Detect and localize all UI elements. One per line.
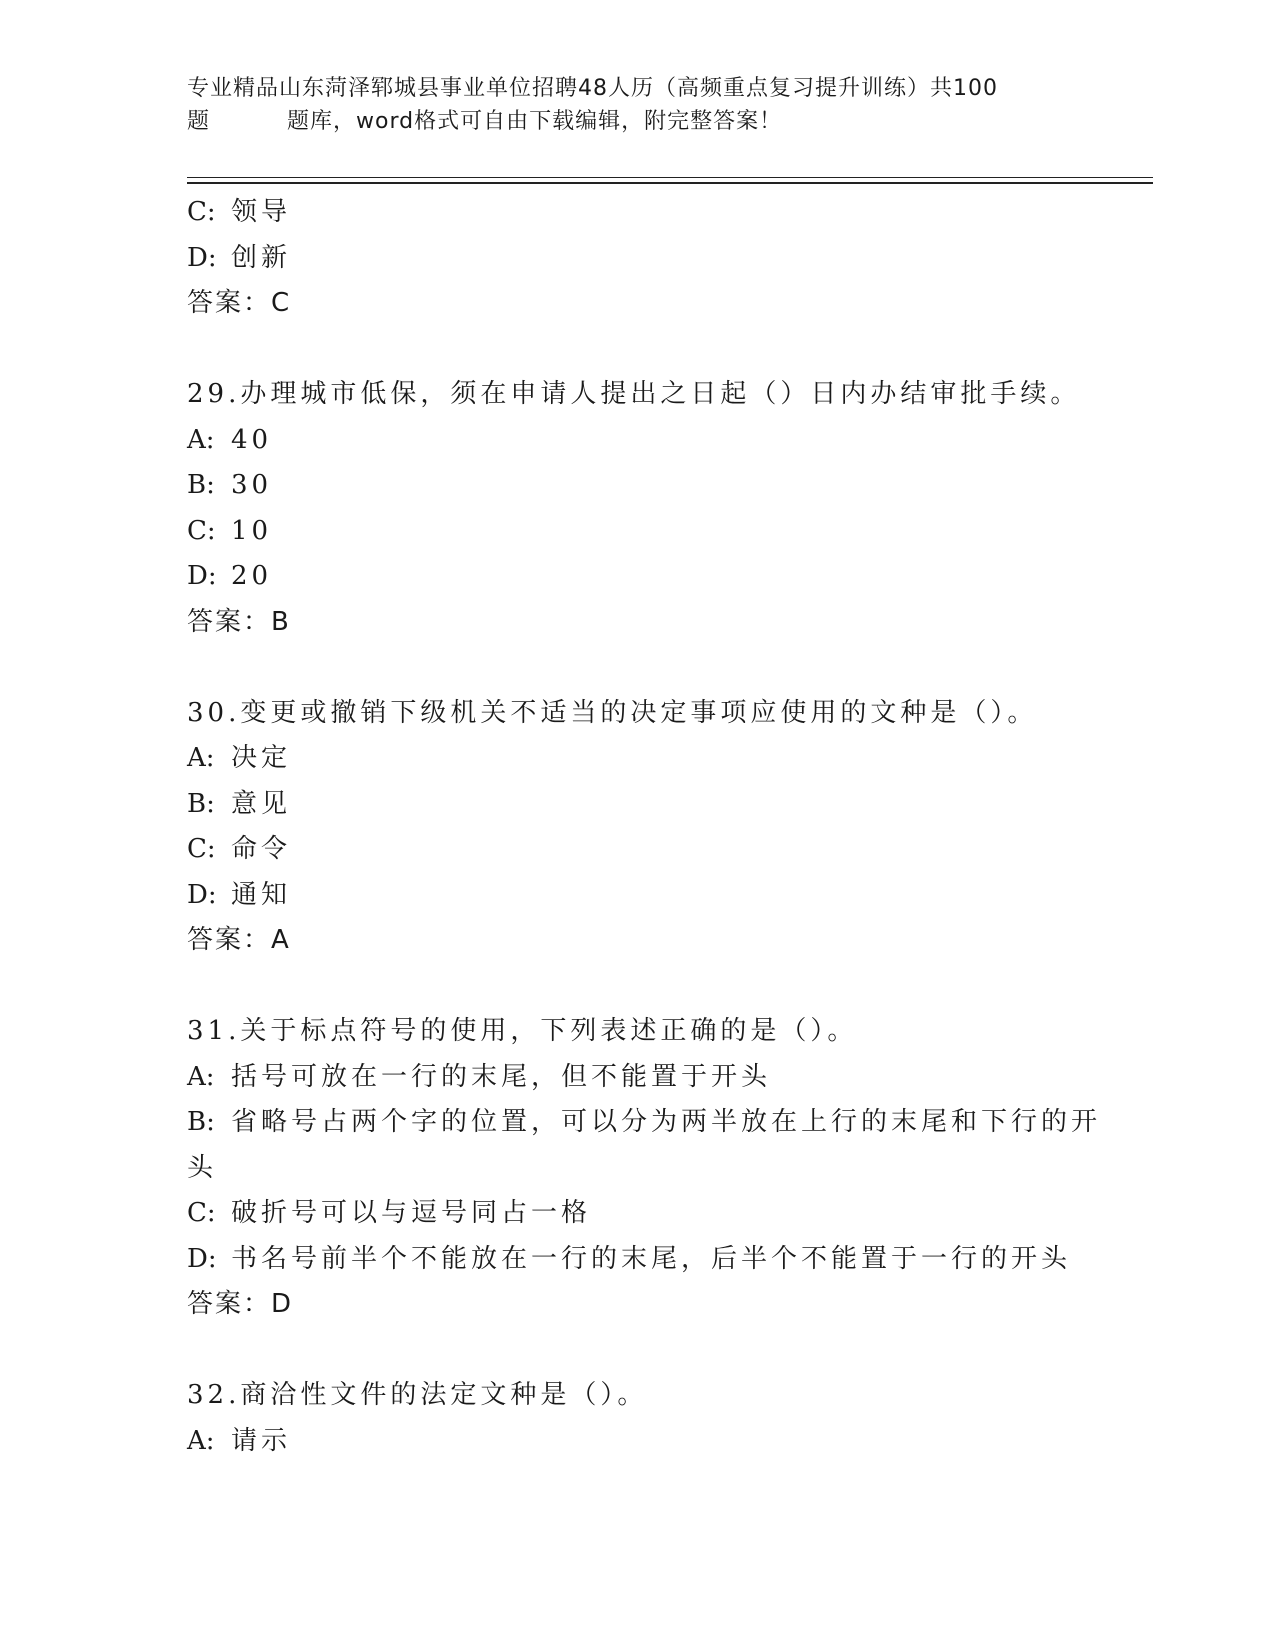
- option-label: C:: [187, 834, 216, 864]
- header-divider-thick: [187, 182, 1153, 184]
- option-line: [187, 418, 1087, 464]
- option-line: [187, 190, 1087, 236]
- option-text: 破折号可以与逗号同占一格: [231, 1198, 592, 1228]
- answer-line: 答案：A: [187, 925, 291, 955]
- header-title-line2: [187, 105, 1087, 138]
- option-text: 请示: [231, 1425, 292, 1456]
- option-label: B:: [187, 1107, 215, 1137]
- option-label: A:: [187, 743, 215, 773]
- option-label: D:: [187, 1243, 217, 1274]
- option-line: [187, 873, 1087, 919]
- option-line: [187, 1100, 1102, 1146]
- option-line: [187, 1237, 1087, 1283]
- option-line: [187, 827, 1087, 873]
- option-label: B:: [187, 788, 215, 819]
- option-text: 书名号前半个不能放在一行的末尾，后半个不能置于一行的开头: [231, 1243, 1072, 1274]
- option-text: 10: [231, 515, 273, 546]
- option-text: 领导: [231, 197, 292, 227]
- option-text-continuation: 头: [187, 1152, 218, 1183]
- option-line: [187, 1191, 1087, 1237]
- option-text: 20: [231, 561, 273, 591]
- option-line: [187, 554, 1087, 600]
- option-line: [187, 236, 1087, 282]
- header-divider-thin: [187, 177, 1153, 178]
- option-label: D:: [187, 879, 217, 910]
- document-body: [187, 190, 1102, 1464]
- option-text: 创新: [231, 242, 292, 273]
- option-label: C:: [187, 1198, 216, 1228]
- question-stem: 32.商洽性文件的法定文种是（）。: [187, 1380, 648, 1410]
- question-stem: 30.变更或撤销下级机关不适当的决定事项应使用的文种是（）。: [187, 697, 1038, 728]
- option-line: [187, 782, 1087, 828]
- option-label: A:: [187, 1061, 215, 1092]
- answer-line: 答案：D: [187, 1289, 294, 1319]
- option-text: 意见: [231, 788, 292, 819]
- option-label: A:: [187, 1425, 215, 1456]
- option-text: 决定: [231, 743, 292, 773]
- option-text: 通知: [231, 879, 292, 910]
- option-line: [187, 1055, 1087, 1101]
- option-line: [187, 463, 1087, 509]
- option-line: [187, 509, 1087, 555]
- option-text: 30: [231, 470, 273, 500]
- option-line: [187, 1419, 1087, 1465]
- option-text: 40: [231, 424, 273, 455]
- answer-line: 答案：C: [187, 288, 292, 318]
- option-text: 命令: [231, 834, 292, 864]
- header-title-line1: 专业精品山东菏泽郓城县事业单位招聘48人历（高频重点复习提升训练）共100: [187, 76, 998, 101]
- question-stem: 31.关于标点符号的使用，下列表述正确的是（）。: [187, 1016, 858, 1046]
- header-line2-left: 题: [187, 109, 211, 134]
- header-line2-right: 题库，word格式可自由下载编辑，附完整答案！: [287, 109, 783, 134]
- question-stem: 29.办理城市低保，须在申请人提出之日起（）日内办结审批手续。: [187, 379, 1081, 409]
- answer-line: 答案：B: [187, 606, 291, 637]
- option-label: D:: [187, 242, 217, 273]
- option-label: A:: [187, 424, 215, 455]
- option-label: D:: [187, 561, 217, 591]
- option-label: B:: [187, 470, 215, 500]
- option-text: 省略号占两个字的位置，可以分为两半放在上行的末尾和下行的开: [231, 1107, 1102, 1137]
- option-label: C:: [187, 515, 216, 546]
- option-label: C:: [187, 197, 216, 227]
- option-line: [187, 736, 1087, 782]
- page-header: [187, 72, 1087, 138]
- option-text: 括号可放在一行的末尾，但不能置于开头: [231, 1061, 772, 1092]
